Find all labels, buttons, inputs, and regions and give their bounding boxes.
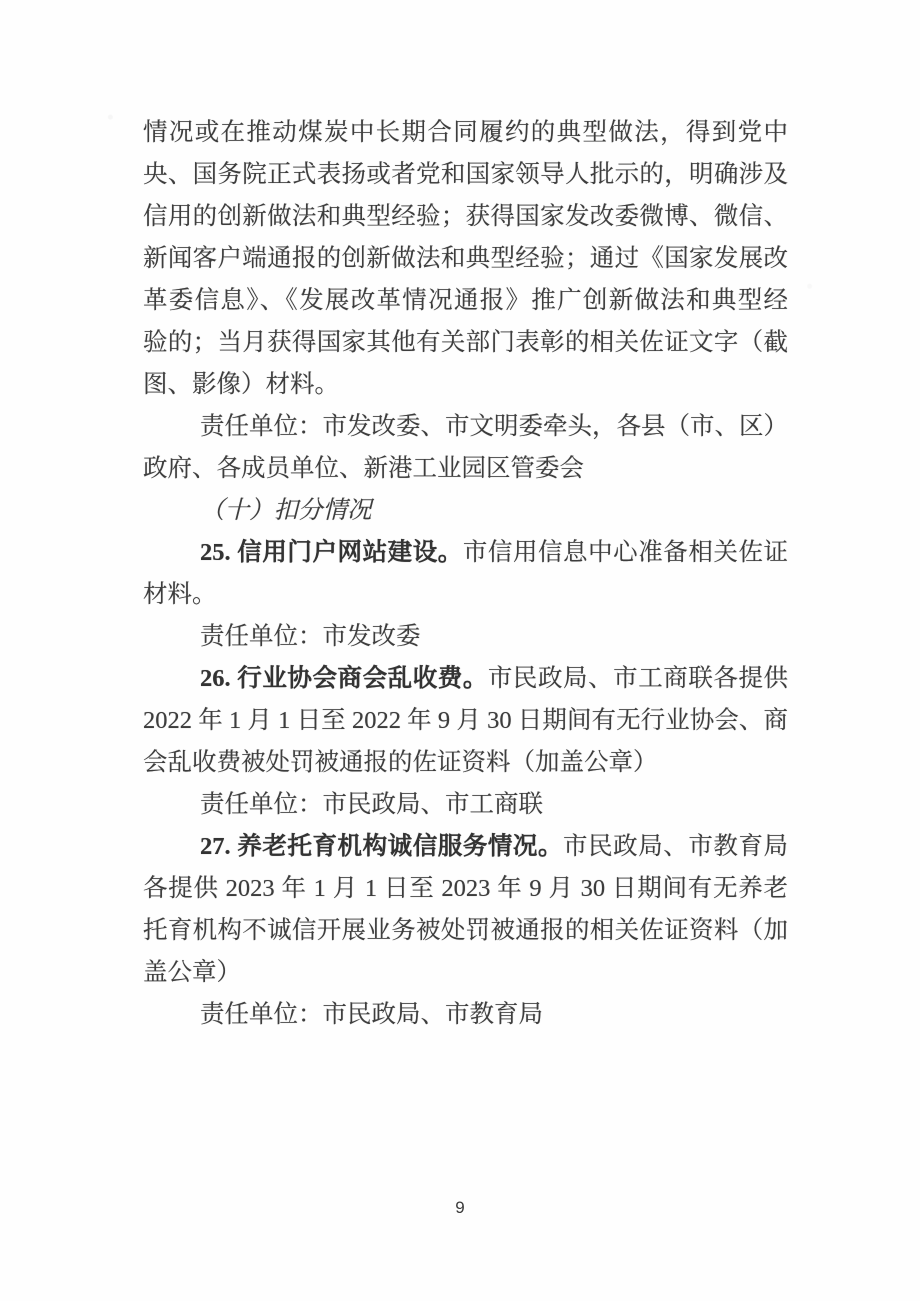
- item-heading: 25. 信用门户网站建设。: [200, 539, 463, 566]
- document-body: [143, 112, 788, 1036]
- text-line: [143, 448, 788, 490]
- line-text: 责任单位：市发改委、市文明委牵头，各县（市、区）: [200, 413, 788, 440]
- text-line: [143, 238, 788, 280]
- page-number: 9: [455, 1198, 465, 1217]
- line-text: 情况或在推动煤炭中长期合同履约的典型做法，得到党中: [143, 119, 788, 146]
- text-line: [143, 532, 788, 574]
- text-line: [143, 616, 788, 658]
- text-line: [143, 784, 788, 826]
- text-line: [143, 406, 788, 448]
- line-text: 信用的创新做法和典型经验；获得国家发改委微博、微信、: [143, 203, 788, 230]
- item-heading: 27. 养老托育机构诚信服务情况。: [200, 833, 564, 860]
- line-text: 各提供 2023 年 1 月 1 日至 2023 年 9 月 30 日期间有无养老: [143, 875, 788, 902]
- text-line: [143, 322, 788, 364]
- line-text: 2022 年 1 月 1 日至 2022 年 9 月 30 日期间有无行业协会、商: [143, 707, 788, 734]
- text-line: [143, 868, 788, 910]
- text-line: [143, 364, 788, 406]
- text-line: [143, 658, 788, 700]
- line-text: 责任单位：市发改委: [200, 623, 421, 650]
- line-text: 责任单位：市民政局、市工商联: [200, 791, 543, 818]
- line-text: 政府、各成员单位、新港工业园区管委会: [143, 455, 584, 482]
- line-text: 新闻客户端通报的创新做法和典型经验；通过《国家发展改: [143, 245, 788, 272]
- text-line: [143, 952, 788, 994]
- line-text: 市民政局、市教育局: [563, 833, 788, 860]
- text-line: [143, 280, 788, 322]
- line-text: 市民政局、市工商联各提供: [487, 665, 788, 692]
- text-line: [143, 910, 788, 952]
- line-text: 责任单位：市民政局、市教育局: [200, 1001, 543, 1028]
- text-line: [143, 700, 788, 742]
- item-heading: 26. 行业协会商会乱收费。: [200, 665, 488, 692]
- line-text: 图、影像）材料。: [143, 371, 339, 398]
- text-line: [143, 994, 788, 1036]
- text-line: [143, 154, 788, 196]
- line-text: 会乱收费被处罚被通报的佐证资料（加盖公章）: [143, 749, 658, 776]
- text-line: [143, 574, 788, 616]
- text-line: [143, 196, 788, 238]
- line-text: 市信用信息中心准备相关佐证: [462, 539, 788, 566]
- line-text: 材料。: [143, 581, 217, 608]
- line-text: 央、国务院正式表扬或者党和国家领导人批示的，明确涉及: [143, 161, 788, 188]
- line-text: （十）扣分情况: [200, 497, 372, 524]
- text-line: [143, 826, 788, 868]
- line-text: 验的；当月获得国家其他有关部门表彰的相关佐证文字（截: [143, 329, 788, 356]
- text-line: [143, 490, 788, 532]
- line-text: 盖公章）: [143, 959, 241, 986]
- text-line: [143, 742, 788, 784]
- line-text: 革委信息》、《发展改革情况通报》推广创新做法和典型经: [143, 287, 788, 314]
- text-line: [143, 112, 788, 154]
- line-text: 托育机构不诚信开展业务被处罚被通报的相关佐证资料（加: [143, 917, 788, 944]
